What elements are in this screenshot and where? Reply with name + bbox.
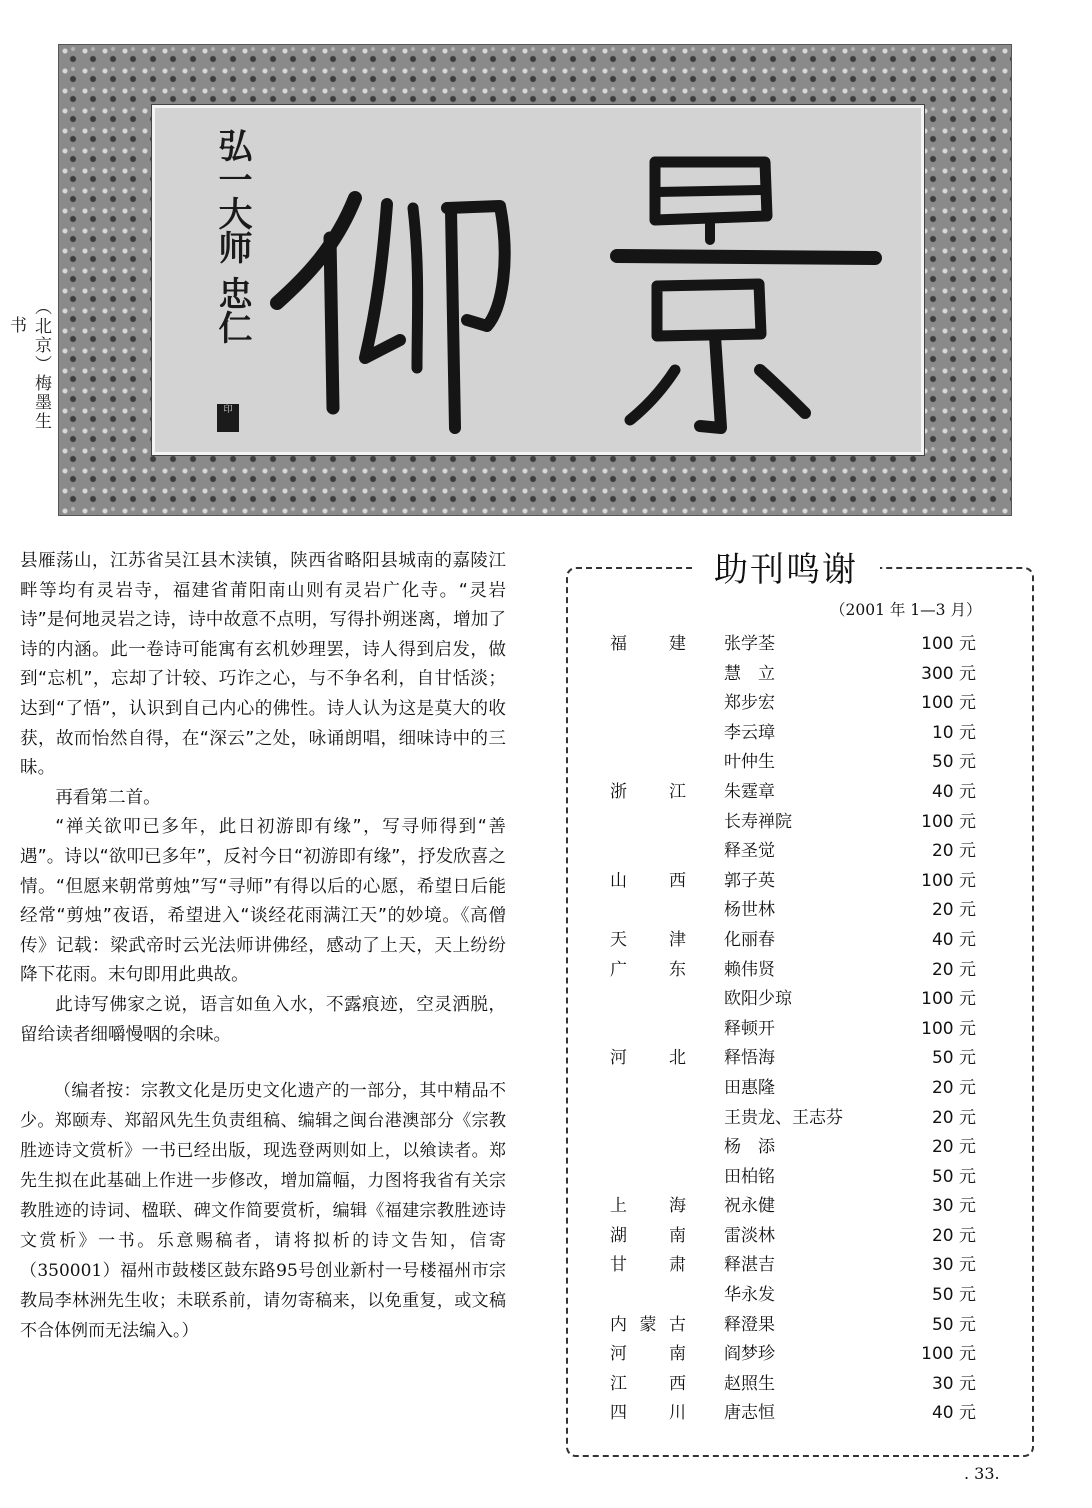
donation-donor: 阎梦珍 [724,1344,775,1365]
donation-province: 内蒙古 [610,1314,686,1335]
donation-row [610,985,990,1015]
donation-donor: 华永发 [724,1285,775,1306]
donation-donor: 祝永健 [724,1196,775,1217]
donation-donor: 赵照生 [724,1373,775,1394]
article-paragraph: 此诗写佛家之说，语言如鱼入水，不露痕迹，空灵洒脱，留给读者细嚼慢咽的余味。 [20,994,506,1045]
donation-donor: 叶仲生 [724,752,775,773]
donation-amount: 20 元 [931,959,976,980]
char-jing [617,162,875,428]
donation-amount: 100 元 [921,870,976,891]
article-paragraph: “禅关欲叩已多年，此日初游即有缘”，写寻师得到“善遇”。诗以“欲叩已多年”，反衬今日“初游即有缘”，抒发欣喜之情。“但愿来朝常剪烛”写“寻师”有得以后的心愿，希望日后能经常“剪烛”夜语，希望进入“谈经花雨满江天”的妙境。《高僧传》记载：梁武帝时云光法师讲佛经，感动了上天，天上纷纷降下花雨。末句即用此典故。 [20,817,506,986]
donation-row [610,1370,990,1400]
donation-row [610,926,990,956]
donation-amount: 100 元 [921,811,976,832]
donation-amount: 40 元 [931,1403,976,1424]
donation-amount: 20 元 [931,1107,976,1128]
donation-province: 湖南 [610,1225,686,1246]
donation-amount: 100 元 [921,1018,976,1039]
donations-period: （2001 年 1—3 月） [830,601,982,619]
donation-amount: 50 元 [931,752,976,773]
donation-amount: 20 元 [931,1137,976,1158]
donation-amount: 20 元 [931,900,976,921]
donation-row [610,1163,990,1193]
donation-donor: 王贵龙、王志芬 [724,1107,843,1128]
donation-province: 河南 [610,1344,686,1365]
donation-donor: 朱霆章 [724,781,775,802]
donation-donor: 田惠隆 [724,1077,775,1098]
donation-donor: 唐志恒 [724,1403,775,1424]
donation-donor: 释圣觉 [724,841,775,862]
donation-row [610,956,990,986]
donation-donor: 杨世林 [724,900,775,921]
donation-donor: 慧 立 [724,663,775,684]
donations-title: 助刊鸣谢 [692,548,880,592]
donation-row [610,1251,990,1281]
donation-row [610,1340,990,1370]
calligraphy-scroll [58,44,1012,516]
calligrapher-credit [6,298,54,431]
donation-province: 广东 [610,959,686,980]
donation-donor: 田柏铭 [724,1166,775,1187]
donation-amount: 100 元 [921,634,976,654]
donation-amount: 100 元 [921,1344,976,1365]
donation-row [610,1074,990,1104]
donation-province: 福建 [610,634,686,654]
char-yang [277,198,505,428]
donation-amount: 300 元 [921,663,976,684]
donation-donor: 化丽春 [724,929,775,950]
calligrapher-suffix: 书 [6,316,26,335]
donation-donor: 释湛吉 [724,1255,775,1276]
donation-donor: 欧阳少琼 [724,989,792,1010]
donation-province: 天津 [610,929,686,950]
donation-donor: 郑步宏 [724,693,775,714]
donation-row [610,867,990,897]
donation-province: 四川 [610,1403,686,1424]
article-body [20,547,506,1346]
donation-row [610,808,990,838]
donation-amount: 30 元 [931,1373,976,1394]
donation-amount: 40 元 [931,929,976,950]
donation-row [610,1192,990,1222]
donation-row [610,1311,990,1341]
donation-donor: 郭子英 [724,870,775,891]
donation-row [610,689,990,719]
editor-note: （编者按：宗教文化是历史文化遗产的一部分，其中精品不少。郑颐寿、郑韶风先生负责组稿、编辑之闽台港澳部分《宗教胜迹诗文赏析》一书已经出版，现选登两则如上，以飨读者。郑先生拟在此基础上作进一步修改，增加篇幅，力图将我省有关宗教胜迹的诗词、楹联、碑文作简要赏析，编辑《福建宗教胜迹诗文赏析》一书。乐意赐稿者，请将拟析的诗文告知，信寄（350001）福州市鼓楼区鼓东路95号创业新村一号楼福州市宗教局李林洲先生收；未联系前，请勿寄稿来，以免重复，或文稿不合体例而无法编入。） [20,1081,506,1342]
donation-row [610,778,990,808]
donation-amount: 50 元 [931,1314,976,1335]
donation-donor: 赖伟贤 [724,959,775,980]
donation-province: 江西 [610,1373,686,1394]
page-number: . 33. [964,1464,1000,1483]
donation-donor: 释澄果 [724,1314,775,1335]
donation-row [610,1399,990,1429]
donation-donor: 雷淡林 [724,1225,775,1246]
donation-row [610,896,990,926]
donation-row [610,660,990,690]
donation-amount: 20 元 [931,1225,976,1246]
article-paragraph: 再看第二首。 [55,787,161,808]
donations-list [610,630,990,1429]
donation-row [610,630,990,660]
donation-amount: 30 元 [931,1255,976,1276]
calligraphy-seal: 印 [217,404,239,432]
donation-donor: 杨 添 [724,1137,775,1158]
donation-row [610,837,990,867]
donation-amount: 40 元 [931,781,976,802]
donation-row [610,1281,990,1311]
donation-amount: 10 元 [931,722,976,743]
donation-amount: 50 元 [931,1166,976,1187]
calligrapher-name: （北京）梅墨生 [31,298,51,431]
donation-amount: 100 元 [921,989,976,1010]
donation-row [610,748,990,778]
calligraphy-inscription: 弘一大师 忠仁 [212,128,252,344]
donation-amount: 20 元 [931,841,976,862]
donation-amount: 100 元 [921,693,976,714]
calligraphy-panel [152,105,924,455]
donation-donor: 释顿开 [724,1018,775,1039]
donation-amount: 50 元 [931,1048,976,1069]
donation-row [610,719,990,749]
donation-row [610,1133,990,1163]
donation-row [610,1015,990,1045]
donation-province: 上海 [610,1196,686,1217]
donation-donor: 李云璋 [724,722,775,743]
donation-amount: 30 元 [931,1196,976,1217]
donation-row [610,1104,990,1134]
donation-province: 河北 [610,1048,686,1069]
calligraphy-characters [155,108,921,452]
donation-donor: 长寿禅院 [724,811,792,832]
donation-province: 山西 [610,870,686,891]
donation-amount: 50 元 [931,1285,976,1306]
donation-row [610,1222,990,1252]
donation-amount: 20 元 [931,1077,976,1098]
donation-donor: 张学荃 [724,634,775,654]
donation-row [610,1044,990,1074]
article-paragraph: 县雁荡山，江苏省吴江县木渎镇，陕西省略阳县城南的嘉陵江畔等均有灵岩寺，福建省莆阳南山则有灵岩广化寺。“灵岩诗”是何地灵岩之诗，诗中故意不点明，写得扑朔迷离，增加了诗的内涵。此一卷诗可能寓有玄机妙理罢，诗人得到启发，做到“忘机”，忘却了计较、巧诈之心，与不争名利，自甘恬淡；达到“了悟”，认识到自己内心的佛性。诗人认为这是莫大的收获，故而怡然自得，在“深云”之处，咏诵朗唱，细味诗中的三昧。 [20,551,506,779]
donation-province: 浙江 [610,781,686,802]
donation-donor: 释悟海 [724,1048,775,1069]
donation-province: 甘肃 [610,1255,686,1276]
